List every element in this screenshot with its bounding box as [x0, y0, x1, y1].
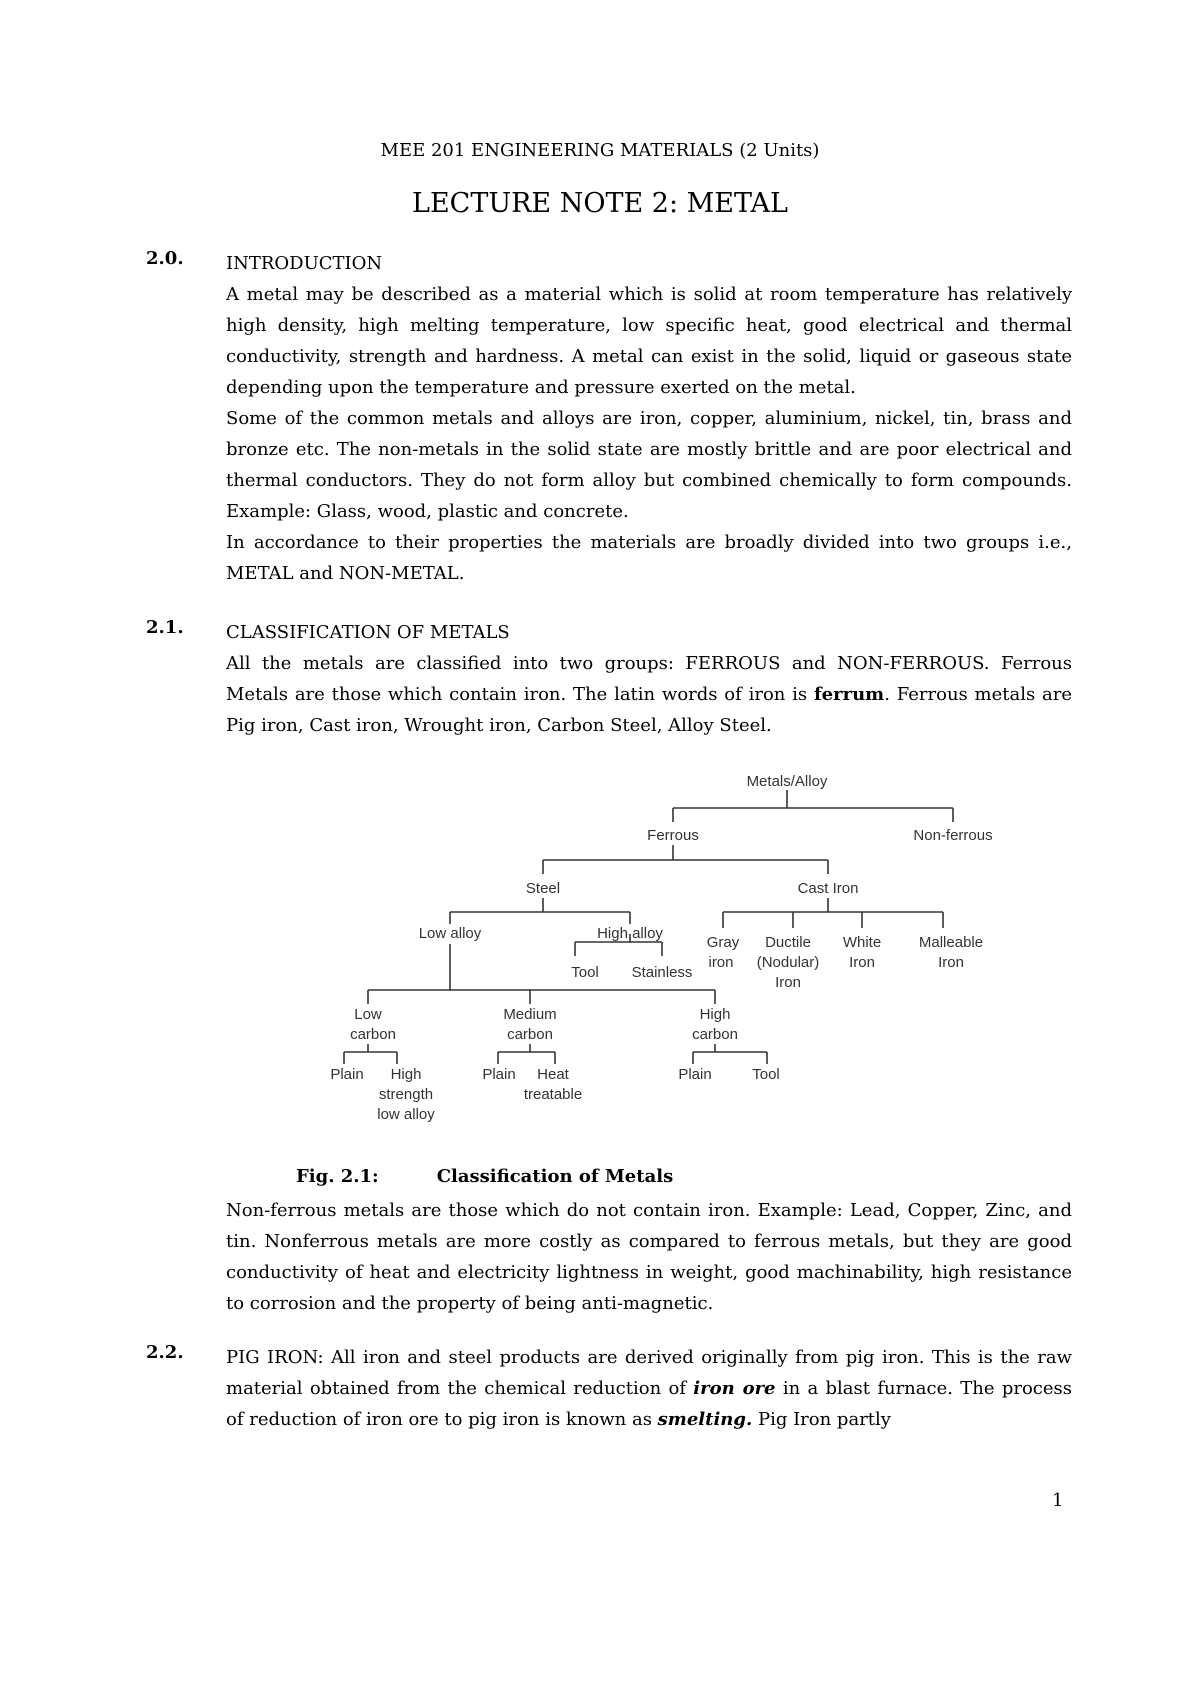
node-hsla: strength	[378, 1086, 434, 1103]
classification-diagram	[300, 760, 1020, 1140]
node-cast-iron: Cast Iron	[797, 880, 859, 897]
node-medium-carbon: carbon	[507, 1026, 553, 1043]
node-plain: Plain	[330, 1066, 364, 1083]
course-title: MEE 201 ENGINEERING MATERIALS (2 Units)	[380, 140, 820, 161]
section-title: PIG IRON:	[226, 1347, 324, 1368]
figure-label: Fig. 2.1:	[296, 1166, 379, 1187]
node-medium-carbon: Medium	[503, 1006, 557, 1023]
node-stainless: Stainless	[631, 964, 693, 981]
iron-ore-term: iron ore	[693, 1378, 776, 1399]
node-tool: Tool	[752, 1066, 780, 1083]
node-gray-iron: iron	[708, 954, 734, 971]
node-ductile-iron: Ductile	[765, 934, 811, 951]
node-low-alloy: Low alloy	[418, 925, 482, 942]
node-malleable-iron: Malleable	[918, 934, 984, 951]
node-low-carbon: Low	[354, 1006, 382, 1023]
pig-iron-paragraph: PIG IRON: All iron and steel products are derived originally from pig iron. This is the raw material obtained from the chemical reduction of iron ore in a blast furnace. The process of reduction of iron ore to pig iron is known as smelting. Pig Iron partly	[226, 1347, 1072, 1430]
node-low-carbon: carbon	[350, 1026, 396, 1043]
section-number: 2.0.	[146, 248, 184, 269]
smelting-term: smelting.	[657, 1409, 753, 1430]
classification-paragraph-1: All the metals are classified into two groups: FERROUS and NON-FERROUS. Ferrous Metals are those which contain iron. The latin words of iron is ferrum. Ferrous metals are Pig iron, Cast iron, Wrought iron, Carbon Steel, Alloy Steel.	[226, 653, 1072, 736]
intro-paragraph-3: In accordance to their properties the materials are broadly divided into two groups i.e., METAL and NON-METAL.	[226, 532, 1072, 584]
node-tool: Tool	[571, 964, 599, 981]
node-gray-iron: Gray	[706, 934, 740, 951]
figure-caption-text: Classification of Metals	[436, 1166, 674, 1187]
node-heat-treatable: Heat	[537, 1066, 569, 1083]
node-ductile-iron: (Nodular)	[756, 954, 820, 971]
intro-paragraph-2: Some of the common metals and alloys are iron, copper, aluminium, nickel, tin, brass and bronze etc. The non-metals in the solid state are mostly brittle and are poor electrical and thermal conductors. They do not form alloy but combined chemically to form compounds. Example: Glass, wood, plastic and concrete.	[226, 408, 1072, 522]
figure-caption	[296, 1166, 673, 1187]
section-number: 2.2.	[146, 1342, 184, 1363]
section-number: 2.1.	[146, 617, 184, 638]
node-steel: Steel	[525, 880, 561, 897]
node-malleable-iron: Iron	[938, 954, 964, 971]
node-non-ferrous: Non-ferrous	[913, 827, 993, 844]
node-high-carbon: High	[699, 1006, 731, 1023]
section-title: INTRODUCTION	[226, 253, 383, 274]
node-heat-treatable: treatable	[523, 1086, 583, 1103]
node-hsla: low alloy	[377, 1106, 435, 1123]
node-white-iron: White	[842, 934, 882, 951]
node-ductile-iron: Iron	[775, 974, 801, 991]
node-hsla: High	[390, 1066, 422, 1083]
node-high-alloy: High alloy	[597, 925, 663, 942]
node-high-carbon: carbon	[692, 1026, 738, 1043]
node-plain: Plain	[678, 1066, 712, 1083]
classification-paragraph-2: Non-ferrous metals are those which do not contain iron. Example: Lead, Copper, Zinc, and tin. Nonferrous metals are more costly as compared to ferrous metals, but they are good conductivity of heat and electricity lightness in weight, good machinability, high resistance to corrosion and the property of being anti-magnetic.	[226, 1200, 1072, 1314]
node-metals-alloy: Metals/Alloy	[746, 773, 828, 790]
ferrum-term: ferrum	[813, 684, 885, 705]
intro-paragraph-1: A metal may be described as a material which is solid at room temperature has relatively high density, high melting temperature, low specific heat, good electrical and thermal conductivity, strength and hardness. A metal can exist in the solid, liquid or gaseous state depending upon the temperature and pressure exerted on the metal.	[226, 284, 1072, 398]
node-ferrous: Ferrous	[647, 827, 699, 844]
node-plain: Plain	[482, 1066, 516, 1083]
section-title: CLASSIFICATION OF METALS	[226, 622, 510, 643]
lecture-title: LECTURE NOTE 2: METAL	[412, 188, 788, 219]
node-white-iron: Iron	[849, 954, 875, 971]
page-number: 1	[1052, 1490, 1064, 1511]
